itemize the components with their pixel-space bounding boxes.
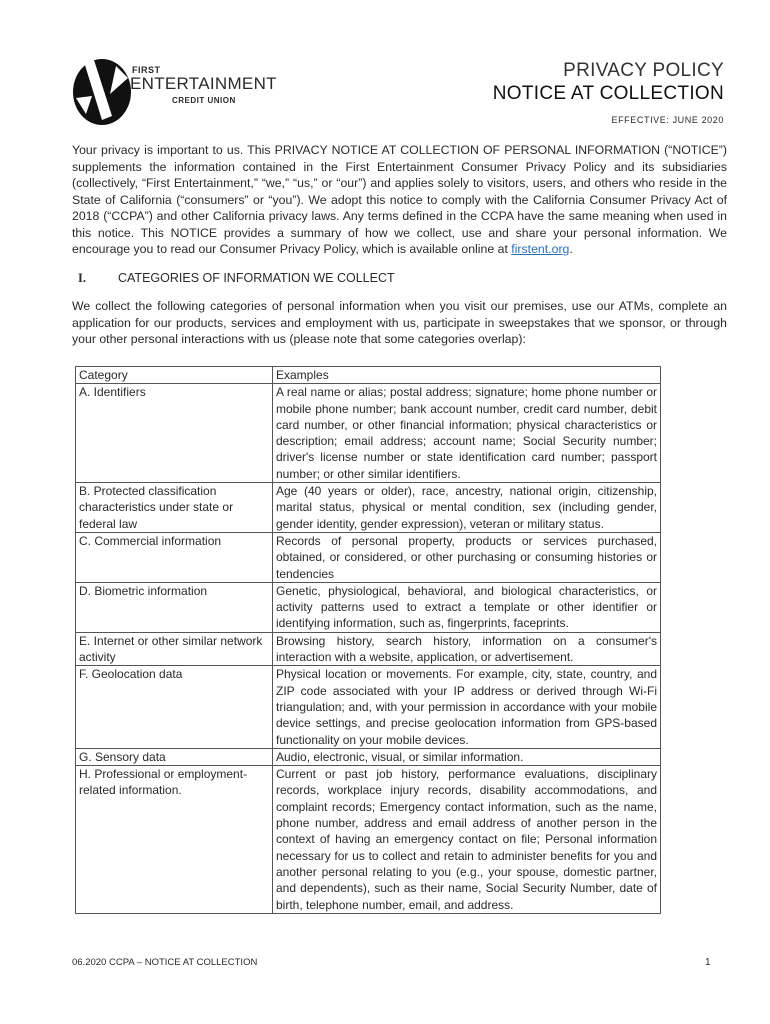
- title-notice-at-collection: NOTICE AT COLLECTION: [492, 83, 724, 104]
- table-row: [76, 632, 661, 666]
- credit-union-logo: [72, 58, 277, 126]
- category-cell: F. Geolocation data: [76, 666, 273, 748]
- table-row: [76, 582, 661, 632]
- section-heading: [78, 271, 395, 286]
- category-cell: E. Internet or other similar network activity: [76, 632, 273, 666]
- logo-credit-union: CREDIT UNION: [172, 96, 236, 105]
- category-cell: A. Identifiers: [76, 384, 273, 483]
- category-cell: H. Professional or employment-related information.: [76, 766, 273, 914]
- examples-cell: Browsing history, search history, information on a consumer's interaction with a website, application, or advertisement.: [273, 632, 661, 666]
- section-number: I.: [78, 271, 86, 285]
- intro-end: .: [569, 242, 573, 256]
- firstent-link[interactable]: firstent.org: [511, 242, 570, 256]
- logo-emblem-icon: [72, 58, 132, 126]
- table-header-row: [76, 367, 661, 384]
- category-cell: C. Commercial information: [76, 532, 273, 582]
- logo-first: FIRST: [132, 65, 161, 75]
- logo-entertainment: ENTERTAINMENT: [130, 74, 277, 93]
- document-header: [493, 60, 724, 125]
- category-cell: D. Biometric information: [76, 582, 273, 632]
- examples-cell: A real name or alias; postal address; signature; home phone number or mobile phone number; bank account number, credit card number, debit card number, or other financial information; physical characteristics or description; email address; account name; Social Security number; driver's license number or state identification card number; passport number; or other similar identifiers.: [273, 384, 661, 483]
- section-title: CATEGORIES OF INFORMATION WE COLLECT: [118, 271, 395, 285]
- table-row: [76, 483, 661, 533]
- category-cell: B. Protected classification characteristics under state or federal law: [76, 483, 273, 533]
- intro-paragraph: [72, 142, 727, 258]
- table-row: [76, 532, 661, 582]
- category-cell: G. Sensory data: [76, 748, 273, 765]
- table-row: [76, 384, 661, 483]
- footer-label: 06.2020 CCPA – NOTICE AT COLLECTION: [72, 957, 258, 968]
- table-row: [76, 748, 661, 765]
- examples-cell: Current or past job history, performance evaluations, disciplinary records, workplace injury records, disability accommodations, and complaint records; Emergency contact information, such as the name, phone number, address and email address of another person in the context of having an emergency contact on file; Personal information necessary for us to collect and retain to administer benefits for you and another personal relating to you (e.g., your spouse, domestic partner, and dependents), such as their name, Social Security Number, date of birth, telephone number, email, and address.: [273, 766, 661, 914]
- categories-table: [75, 366, 661, 914]
- examples-cell: Records of personal property, products or services purchased, obtained, or considered, or other purchasing or consuming histories or tendencies: [273, 532, 661, 582]
- table-row: [76, 666, 661, 748]
- header-examples: Examples: [273, 367, 661, 384]
- title-privacy-policy: PRIVACY POLICY: [563, 60, 724, 81]
- intro-text: Your privacy is important to us. This PRIVACY NOTICE AT COLLECTION OF PERSONAL INFORMATION (“NOTICE”) supplements the information contained in the First Entertainment Consumer Privacy Policy and its subsidiaries (collectively, “First Entertainment,” “we,” “us,” or “our”) and applies solely to visitors, users, and others who reside in the State of California (“consumers” or “you”). We adopt this notice to comply with the California Consumer Privacy Act of 2018 (“CCPA”) and other California privacy laws. Any terms defined in the CCPA have the same meaning when used in this notice. This NOTICE provides a summary of how we collect, use and share your personal information. We encourage you to read our Consumer Privacy Policy, which is available online at: [72, 143, 727, 256]
- examples-cell: Age (40 years or older), race, ancestry, national origin, citizenship, marital status, physical or mental condition, sex (including gender, gender identity, gender expression), veteran or military status.: [273, 483, 661, 533]
- effective-date: EFFECTIVE: JUNE 2020: [611, 115, 724, 125]
- header-category: Category: [76, 367, 273, 384]
- page-number: 1: [705, 957, 711, 968]
- section-lead-paragraph: We collect the following categories of personal information when you visit our premises, use our ATMs, complete an application for our products, services and employment with us, participate in sweepstakes that we sponsor, or through your other personal interactions with us (please note that some categories overlap):: [72, 299, 727, 346]
- examples-cell: Physical location or movements. For example, city, state, country, and ZIP code associated with your IP address or derived through Wi-Fi triangulation; and, with your permission in accordance with your mobile device settings, and precise geolocation information from GPS-based functionality on your mobile devices.: [273, 666, 661, 748]
- table-row: [76, 766, 661, 914]
- examples-cell: Genetic, physiological, behavioral, and biological characteristics, or activity patterns used to extract a template or other identifier or identifying information, such as, fingerprints, faceprints.: [273, 582, 661, 632]
- examples-cell: Audio, electronic, visual, or similar information.: [273, 748, 661, 765]
